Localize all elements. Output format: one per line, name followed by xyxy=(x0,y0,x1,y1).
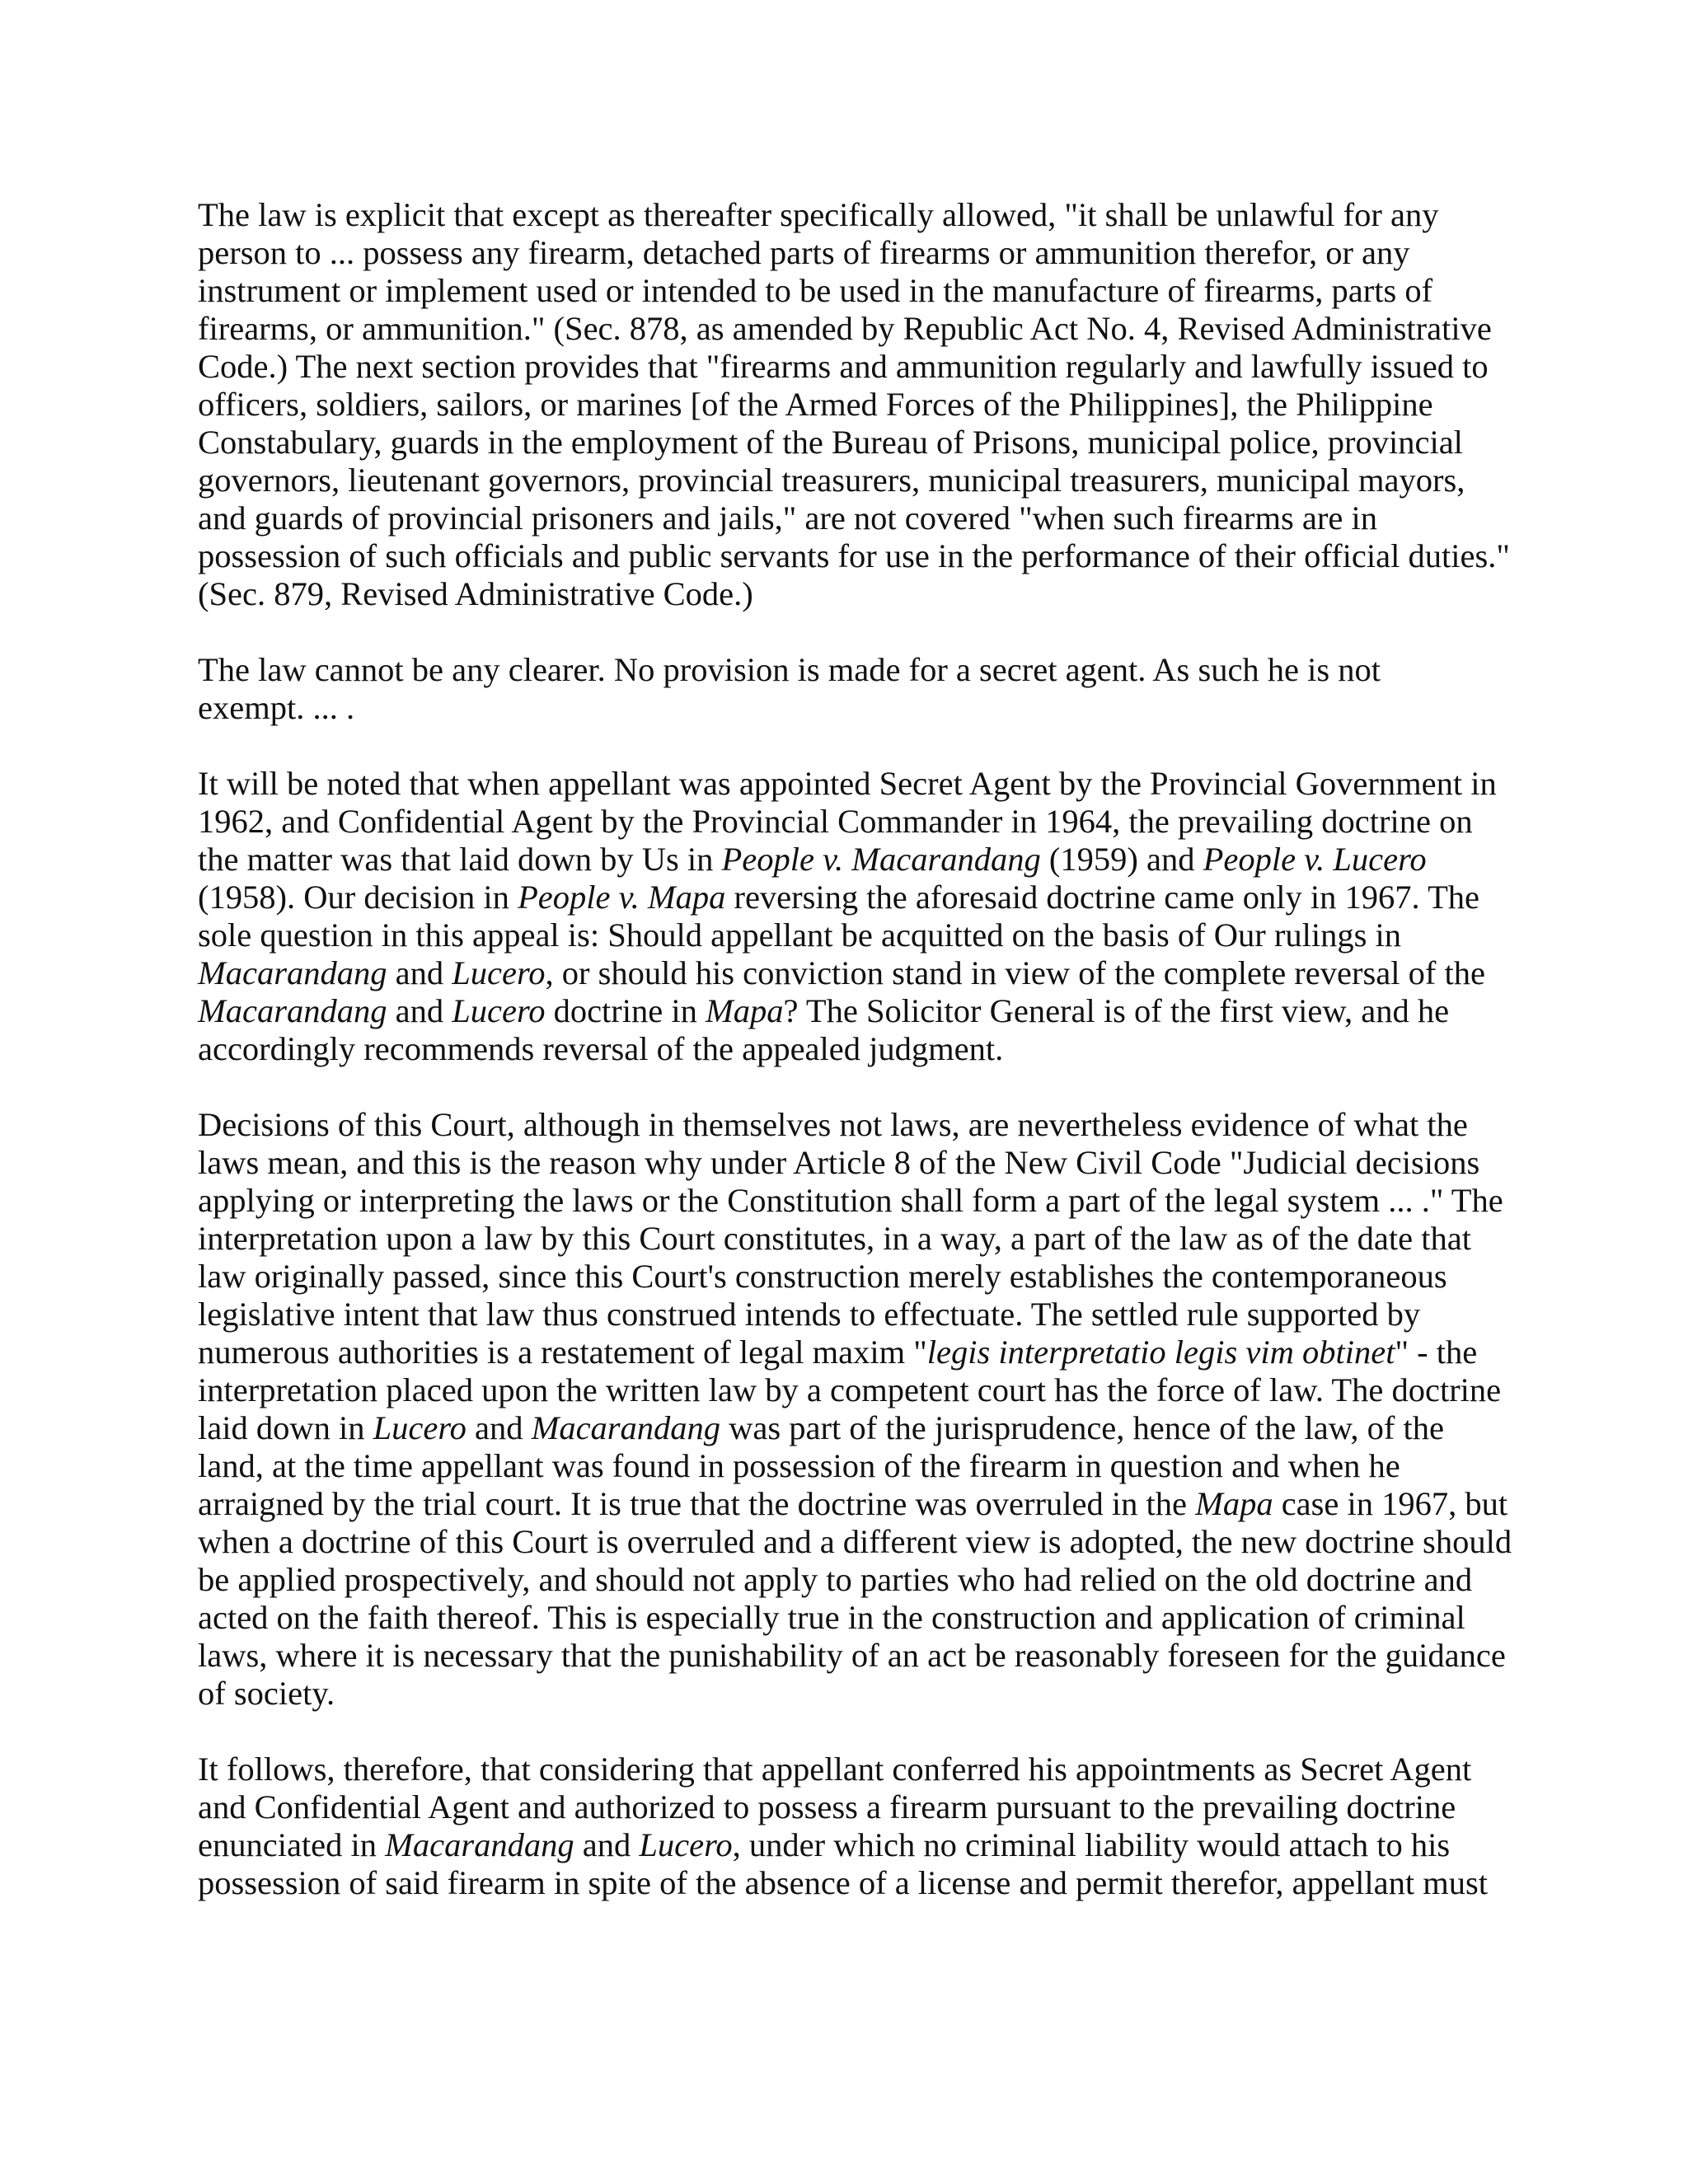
italic-case-name: Lucero xyxy=(639,1826,733,1863)
text-run: when a doctrine of this Court is overruled and a different view is adopted, the new doctrine should xyxy=(198,1523,1512,1560)
text-run: (1959) and xyxy=(1040,841,1203,878)
text-run: The law is explicit that except as thereafter specifically allowed, "it shall be unlawful for any xyxy=(198,196,1439,233)
italic-case-name: People v. Macarandang xyxy=(721,841,1041,878)
italic-case-name: Lucero xyxy=(373,1409,467,1446)
italic-case-name: Lucero xyxy=(452,992,546,1029)
text-line xyxy=(198,1333,1517,1371)
text-line xyxy=(198,1561,1517,1599)
text-run: and xyxy=(574,1826,640,1863)
text-run: Constabulary, guards in the employment of the Bureau of Prisons, municipal police, provincial xyxy=(198,424,1463,461)
text-line xyxy=(198,1864,1517,1902)
text-run: doctrine in xyxy=(545,992,706,1029)
text-run: acted on the faith thereof. This is especially true in the construction and application of criminal xyxy=(198,1599,1465,1636)
text-line xyxy=(198,499,1517,537)
text-run: possession of said firearm in spite of the absence of a license and permit therefor, appellant must xyxy=(198,1864,1489,1901)
text-line xyxy=(198,537,1517,575)
text-line xyxy=(198,879,1517,916)
text-run: laws mean, and this is the reason why under Article 8 of the New Civil Code "Judicial decisions xyxy=(198,1144,1480,1181)
text-line xyxy=(198,765,1517,803)
text-run: , under which no criminal liability would attach to his xyxy=(732,1826,1451,1863)
italic-case-name: legis interpretatio legis vim obtinet xyxy=(926,1333,1395,1371)
italic-case-name: People v. Mapa xyxy=(518,879,726,916)
text-run: and xyxy=(387,992,452,1029)
text-run: laws, where it is necessary that the punishability of an act be reasonably foreseen for the guidance xyxy=(198,1637,1506,1674)
text-run: person to ... possess any firearm, detached parts of firearms or ammunition therefor, or any xyxy=(198,234,1410,271)
text-run: arraigned by the trial court. It is true that the doctrine was overruled in the xyxy=(198,1485,1196,1522)
text-line xyxy=(198,1409,1517,1447)
text-line xyxy=(198,651,1517,689)
paragraph xyxy=(198,1750,1517,1902)
text-line xyxy=(198,310,1517,348)
text-run: law originally passed, since this Court's construction merely establishes the contemporaneous xyxy=(198,1258,1447,1295)
text-run: It follows, therefore, that considering that appellant conferred his appointments as Secret Agent xyxy=(198,1750,1472,1788)
text-run: enunciated in xyxy=(198,1826,386,1863)
text-line xyxy=(198,916,1517,954)
text-run: " - the xyxy=(1395,1333,1478,1371)
text-line xyxy=(198,1182,1517,1220)
text-line xyxy=(198,1523,1517,1561)
paragraph xyxy=(198,1106,1517,1713)
text-line xyxy=(198,1144,1517,1182)
italic-case-name: Macarandang xyxy=(385,1826,574,1863)
text-run: interpretation placed upon the written law by a competent court has the force of law. The doctrine xyxy=(198,1371,1502,1408)
document-page xyxy=(198,196,1517,1940)
italic-case-name: Macarandang xyxy=(198,954,387,991)
text-line xyxy=(198,462,1517,499)
italic-case-name: Mapa xyxy=(1195,1485,1273,1522)
text-run: The law cannot be any clearer. No provision is made for a secret agent. As such he is not xyxy=(198,651,1381,688)
text-line xyxy=(198,1599,1517,1637)
text-run: accordingly recommends reversal of the appealed judgment. xyxy=(198,1030,1004,1067)
text-run: , or should his conviction stand in view of the complete reversal of the xyxy=(545,954,1485,991)
text-line xyxy=(198,1220,1517,1258)
paragraph xyxy=(198,651,1517,727)
text-run: sole question in this appeal is: Should appellant be acquitted on the basis of Our rulings in xyxy=(198,916,1402,954)
text-line xyxy=(198,575,1517,613)
text-line xyxy=(198,841,1517,879)
text-line xyxy=(198,1371,1517,1409)
text-run: (Sec. 879, Revised Administrative Code.) xyxy=(198,575,753,612)
text-run: of society. xyxy=(198,1675,335,1712)
text-run: legislative intent that law thus construed intends to effectuate. The settled rule supported by xyxy=(198,1296,1421,1333)
text-run: exempt. ... . xyxy=(198,689,355,726)
italic-case-name: Mapa xyxy=(706,992,784,1029)
text-line xyxy=(198,1030,1517,1068)
text-run: governors, lieutenant governors, provincial treasurers, municipal treasurers, municipal mayors, xyxy=(198,462,1465,499)
text-run: and Confidential Agent and authorized to possess a firearm pursuant to the prevailing doctrine xyxy=(198,1788,1456,1825)
text-line xyxy=(198,1485,1517,1523)
paragraph xyxy=(198,196,1517,613)
text-run: the matter was that laid down by Us in xyxy=(198,841,722,878)
text-line xyxy=(198,196,1517,234)
text-run: case in 1967, but xyxy=(1273,1485,1508,1522)
text-line xyxy=(198,1447,1517,1485)
italic-case-name: Lucero xyxy=(452,954,546,991)
text-run: applying or interpreting the laws or the Constitution shall form a part of the legal system ... ." The xyxy=(198,1182,1503,1219)
text-run: possession of such officials and public servants for use in the performance of their official duties." xyxy=(198,537,1510,574)
text-run: firearms, or ammunition." (Sec. 878, as amended by Republic Act No. 4, Revised Administrative xyxy=(198,310,1492,347)
text-run: (1958). Our decision in xyxy=(198,879,518,916)
text-run: Code.) The next section provides that "firearms and ammunition regularly and lawfully issued to xyxy=(198,348,1489,385)
text-line xyxy=(198,689,1517,727)
text-line xyxy=(198,1106,1517,1144)
italic-case-name: Macarandang xyxy=(198,992,387,1029)
text-line xyxy=(198,992,1517,1030)
text-run: Decisions of this Court, although in themselves not laws, are nevertheless evidence of what the xyxy=(198,1106,1468,1143)
text-run: interpretation upon a law by this Court constitutes, in a way, a part of the law as of the date that xyxy=(198,1220,1471,1257)
text-line xyxy=(198,348,1517,386)
text-run: and guards of provincial prisoners and jails," are not covered "when such firearms are in xyxy=(198,499,1377,537)
text-run: instrument or implement used or intended to be used in the manufacture of firearms, parts of xyxy=(198,272,1433,309)
paragraph xyxy=(198,765,1517,1068)
text-line xyxy=(198,803,1517,841)
text-run: reversing the aforesaid doctrine came only in 1967. The xyxy=(725,879,1480,916)
document-body xyxy=(198,196,1517,1902)
text-line xyxy=(198,272,1517,310)
text-run: laid down in xyxy=(198,1409,373,1446)
text-line xyxy=(198,1296,1517,1333)
text-line xyxy=(198,234,1517,272)
text-run: and xyxy=(466,1409,532,1446)
italic-case-name: People v. Lucero xyxy=(1203,841,1427,878)
text-run: It will be noted that when appellant was appointed Secret Agent by the Provincial Government in xyxy=(198,765,1497,802)
text-run: and xyxy=(387,954,452,991)
italic-case-name: Macarandang xyxy=(531,1409,721,1446)
text-line xyxy=(198,386,1517,424)
text-line xyxy=(198,1637,1517,1675)
text-line xyxy=(198,1826,1517,1864)
text-run: numerous authorities is a restatement of legal maxim " xyxy=(198,1333,927,1371)
text-run: be applied prospectively, and should not apply to parties who had relied on the old doctrine and xyxy=(198,1561,1473,1598)
text-line xyxy=(198,1675,1517,1713)
text-line xyxy=(198,1788,1517,1826)
text-run: ? The Solicitor General is of the first view, and he xyxy=(783,992,1450,1029)
text-run: land, at the time appellant was found in possession of the firearm in question and when he xyxy=(198,1447,1400,1484)
text-run: officers, soldiers, sailors, or marines [of the Armed Forces of the Philippines], the Philippine xyxy=(198,386,1433,423)
text-run: 1962, and Confidential Agent by the Provincial Commander in 1964, the prevailing doctrine on xyxy=(198,803,1473,840)
text-line xyxy=(198,1750,1517,1788)
text-line xyxy=(198,954,1517,992)
text-line xyxy=(198,424,1517,462)
text-line xyxy=(198,1258,1517,1296)
text-run: was part of the jurisprudence, hence of the law, of the xyxy=(720,1409,1444,1446)
